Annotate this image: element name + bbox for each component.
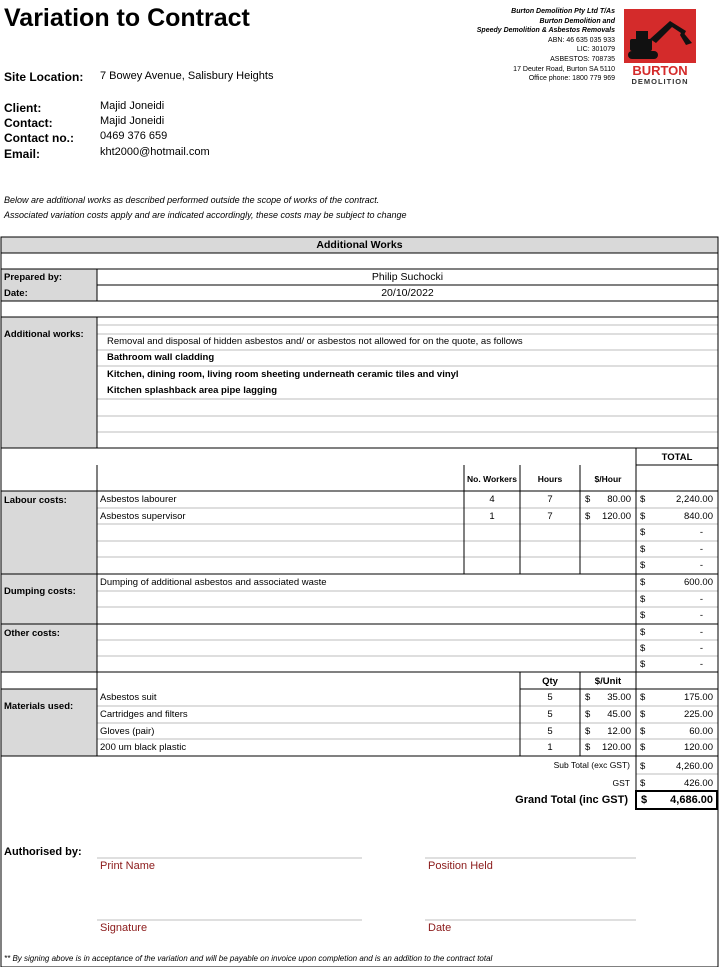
print-name-field[interactable]: Print Name bbox=[100, 860, 156, 872]
company-info: Office phone: 1800 779 969 bbox=[528, 75, 615, 83]
currency-sign: $ bbox=[640, 527, 646, 538]
subtotal-value: 4,260.00 bbox=[676, 761, 713, 772]
site-location-label: Site Location: bbox=[4, 70, 84, 84]
gst-value: 426.00 bbox=[683, 778, 713, 789]
col-hours-header: Hours bbox=[537, 474, 563, 484]
currency-sign: $ bbox=[640, 511, 646, 522]
logo-text-1: BURTON bbox=[632, 63, 688, 78]
material-unit: 35.00 bbox=[607, 692, 631, 703]
material-total: 60.00 bbox=[689, 726, 713, 737]
gst-label: GST bbox=[612, 778, 630, 788]
company-info: ABN: 46 635 035 933 bbox=[548, 36, 615, 44]
date-value: 20/10/2022 bbox=[381, 287, 434, 299]
material-desc: Asbestos suit bbox=[100, 692, 157, 703]
grand-total-value: 4,686.00 bbox=[670, 794, 713, 806]
currency-sign: $ bbox=[641, 794, 648, 806]
currency-sign: $ bbox=[640, 659, 646, 670]
subtotal-label: Sub Total (exc GST) bbox=[553, 760, 630, 770]
currency-sign: $ bbox=[585, 692, 591, 703]
work-item: Bathroom wall cladding bbox=[107, 352, 215, 363]
work-item: Kitchen splashback area pipe lagging bbox=[107, 385, 277, 396]
col-unit-header: $/Unit bbox=[594, 676, 622, 687]
currency-sign: $ bbox=[640, 761, 646, 772]
currency-sign: $ bbox=[640, 709, 646, 720]
labour-rate: 80.00 bbox=[607, 494, 631, 505]
additional-works-label: Additional works: bbox=[4, 329, 84, 340]
material-desc: Gloves (pair) bbox=[100, 726, 155, 737]
material-unit: 12.00 bbox=[607, 726, 631, 737]
col-qty-header: Qty bbox=[542, 676, 558, 687]
empty-total: - bbox=[699, 594, 703, 605]
intro-line: Below are additional works as described performed outside the scope of works of the contract. bbox=[4, 195, 380, 205]
material-total: 120.00 bbox=[683, 742, 713, 753]
contact-no-value: 0469 376 659 bbox=[100, 130, 168, 142]
material-desc: Cartridges and filters bbox=[100, 709, 188, 720]
company-line: Burton Demolition and bbox=[539, 17, 615, 25]
grand-total-label: Grand Total (inc GST) bbox=[515, 794, 628, 806]
currency-sign: $ bbox=[640, 594, 646, 605]
date-label: Date: bbox=[4, 288, 28, 299]
material-total: 175.00 bbox=[683, 692, 713, 703]
email-value: kht2000@hotmail.com bbox=[100, 146, 210, 158]
material-total: 225.00 bbox=[683, 709, 713, 720]
empty-total: - bbox=[699, 560, 703, 571]
currency-sign: $ bbox=[585, 494, 591, 505]
material-qty: 1 bbox=[547, 742, 553, 753]
labour-costs-label: Labour costs: bbox=[4, 495, 67, 506]
labour-desc: Asbestos supervisor bbox=[100, 511, 186, 522]
currency-sign: $ bbox=[640, 692, 646, 703]
signature-field[interactable]: Signature bbox=[100, 922, 148, 934]
currency-sign: $ bbox=[640, 494, 646, 505]
dumping-total: 600.00 bbox=[683, 577, 713, 588]
currency-sign: $ bbox=[640, 643, 646, 654]
email-label: Email: bbox=[4, 147, 41, 161]
footnote: ** By signing above is in acceptance of the variation and will be payable on invoice upon completion and is an addition to the contract total bbox=[4, 954, 493, 963]
material-qty: 5 bbox=[547, 692, 553, 703]
labour-total: 2,240.00 bbox=[676, 494, 713, 505]
company-line: Burton Demolition Pty Ltd T/As bbox=[511, 8, 615, 15]
empty-total: - bbox=[699, 659, 703, 670]
total-header: TOTAL bbox=[661, 452, 693, 463]
currency-sign: $ bbox=[585, 511, 591, 522]
currency-sign: $ bbox=[640, 560, 646, 571]
intro-text bbox=[4, 193, 407, 223]
currency-sign: $ bbox=[640, 577, 646, 588]
currency-sign: $ bbox=[585, 709, 591, 720]
burton-logo bbox=[624, 9, 696, 85]
work-item: Removal and disposal of hidden asbestos and/ or asbestos not allowed for on the quote, as follows bbox=[107, 336, 523, 347]
labour-hours: 7 bbox=[547, 511, 553, 522]
material-unit: 120.00 bbox=[601, 742, 631, 753]
col-rate-header: $/Hour bbox=[594, 474, 622, 484]
currency-sign: $ bbox=[585, 742, 591, 753]
labour-total: 840.00 bbox=[683, 511, 713, 522]
labour-desc: Asbestos labourer bbox=[100, 494, 177, 505]
currency-sign: $ bbox=[640, 610, 646, 621]
currency-sign: $ bbox=[585, 726, 591, 737]
materials-used-label: Materials used: bbox=[4, 701, 74, 712]
work-item: Kitchen, dining room, living room sheeting underneath ceramic tiles and vinyl bbox=[107, 369, 459, 380]
currency-sign: $ bbox=[640, 726, 646, 737]
company-info: ASBESTOS: 708735 bbox=[550, 55, 615, 63]
table-heading: Additional Works bbox=[316, 239, 403, 251]
company-info: LIC: 301079 bbox=[576, 46, 615, 54]
position-held-field[interactable]: Position Held bbox=[428, 860, 493, 872]
col-workers-header: No. Workers bbox=[467, 474, 517, 484]
currency-sign: $ bbox=[640, 627, 646, 638]
empty-total: - bbox=[699, 627, 703, 638]
labour-hours: 7 bbox=[547, 494, 553, 505]
contact-no-label: Contact no.: bbox=[4, 131, 74, 145]
other-costs-label: Other costs: bbox=[4, 628, 60, 639]
contact-value: Majid Joneidi bbox=[100, 115, 165, 127]
client-value: Majid Joneidi bbox=[100, 100, 165, 112]
labour-workers: 4 bbox=[489, 494, 495, 505]
material-qty: 5 bbox=[547, 726, 553, 737]
currency-sign: $ bbox=[640, 742, 646, 753]
company-info: 17 Deuter Road, Burton SA 5110 bbox=[513, 65, 615, 73]
labour-rate: 120.00 bbox=[601, 511, 631, 522]
material-unit: 45.00 bbox=[607, 709, 631, 720]
company-details bbox=[477, 7, 615, 84]
client-label: Client: bbox=[4, 101, 42, 115]
date-field[interactable]: Date bbox=[428, 922, 452, 934]
empty-total: - bbox=[699, 544, 703, 555]
dumping-costs-label: Dumping costs: bbox=[4, 586, 76, 597]
dumping-desc: Dumping of additional asbestos and associated waste bbox=[100, 577, 327, 588]
variation-table bbox=[0, 236, 719, 967]
page-title: Variation to Contract bbox=[4, 4, 250, 32]
logo-text-2: DEMOLITION bbox=[631, 77, 689, 85]
prepared-by-value: Philip Suchocki bbox=[371, 271, 444, 283]
empty-total: - bbox=[699, 643, 703, 654]
material-qty: 5 bbox=[547, 709, 553, 720]
site-location-value: 7 Bowey Avenue, Salisbury Heights bbox=[100, 70, 274, 82]
currency-sign: $ bbox=[640, 778, 646, 789]
empty-total: - bbox=[699, 610, 703, 621]
company-line: Speedy Demolition & Asbestos Removals bbox=[476, 27, 615, 35]
empty-total: - bbox=[699, 527, 703, 538]
prepared-by-label: Prepared by: bbox=[4, 272, 63, 283]
material-desc: 200 um black plastic bbox=[100, 742, 187, 753]
authorised-by-label: Authorised by: bbox=[4, 846, 82, 858]
labour-workers: 1 bbox=[489, 511, 495, 522]
intro-line: Associated variation costs apply and are indicated accordingly, these costs may be subject to change bbox=[4, 210, 407, 220]
contact-label: Contact: bbox=[4, 116, 53, 130]
currency-sign: $ bbox=[640, 544, 646, 555]
